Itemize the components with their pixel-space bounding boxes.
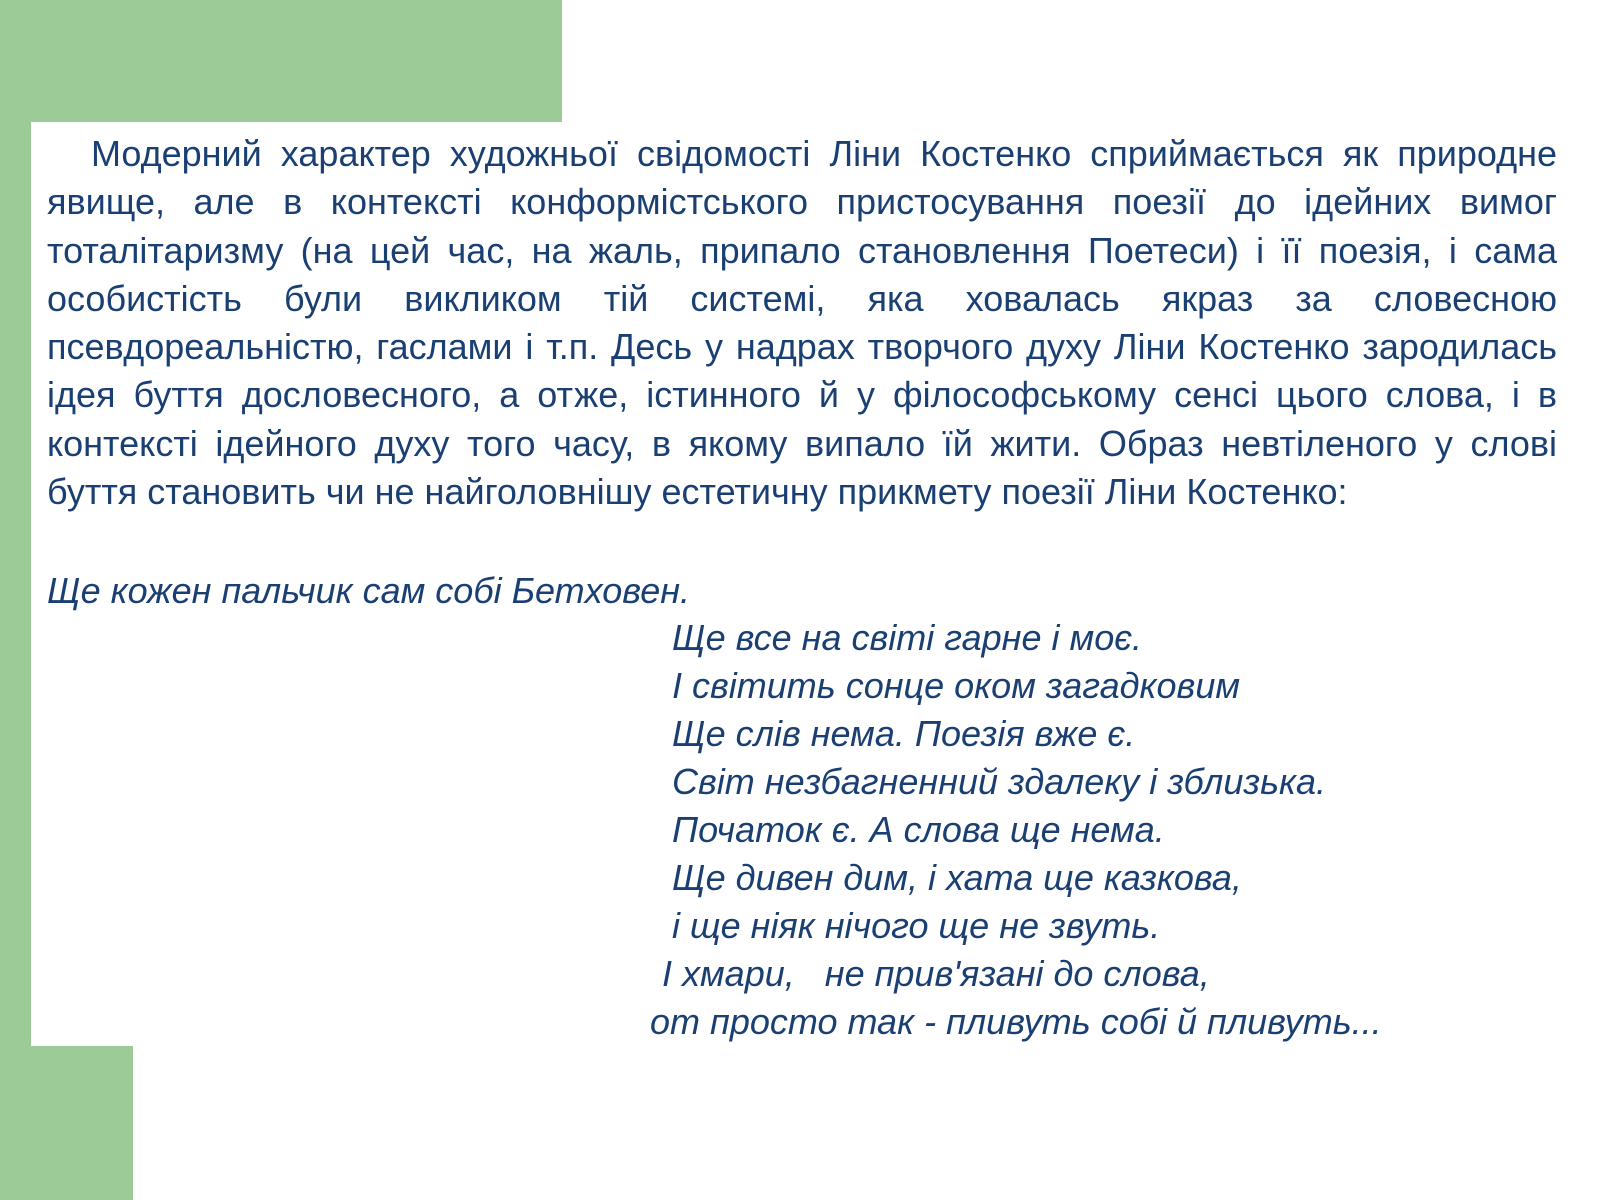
poem-line: Ще слів нема. Поезія вже є. [672, 713, 1136, 754]
poem-line: Світ незбагненний здалеку і зблизька. [672, 761, 1327, 802]
poem-line: Початок є. А слова ще нема. [672, 809, 1165, 850]
decorative-green-block-top [0, 0, 562, 122]
decorative-green-block-bottom [0, 1046, 133, 1200]
poem-line: І світить сонце оком загадковим [672, 665, 1241, 706]
poem-first-line: Ще кожен пальчик сам собі Бетховен. [47, 570, 691, 611]
decorative-green-strip-left [0, 0, 31, 1200]
poem-line: Ще дивен дим, і хата ще казкова, [672, 857, 1242, 898]
poem-line: І хмари, не прив'язані до слова, [662, 953, 1210, 994]
body-paragraph: Модерний характер художньої свідомості Ліни Костенко сприймається як природне явище, але в контексті конформістського пристосування поезії до ідейних вимог тоталітаризму (на цей час, на жаль, припало становлення Поетеси) і її поезія, і сама особистість були викликом тій системі, яка ховалась якраз за словесною псевдореальністю, гаслами і т.п. Десь у надрах творчого духу Ліни Костенко зародилась ідея буття дословесного, а отже, істинного й у філософському сенсі цього слова, і в контексті ідейного духу того часу, в якому випало їй жити. Образ невтіленого у слові буття становить чи не найголовнішу естетичну прикмету поезії Ліни Костенко: [47, 133, 1557, 513]
poem-line: от просто так - пливуть собі й пливуть... [650, 1001, 1382, 1042]
poem-line: і ще ніяк нічого ще не звуть. [672, 905, 1161, 946]
poem-line: Ще все на світі гарне і моє. [672, 617, 1143, 658]
